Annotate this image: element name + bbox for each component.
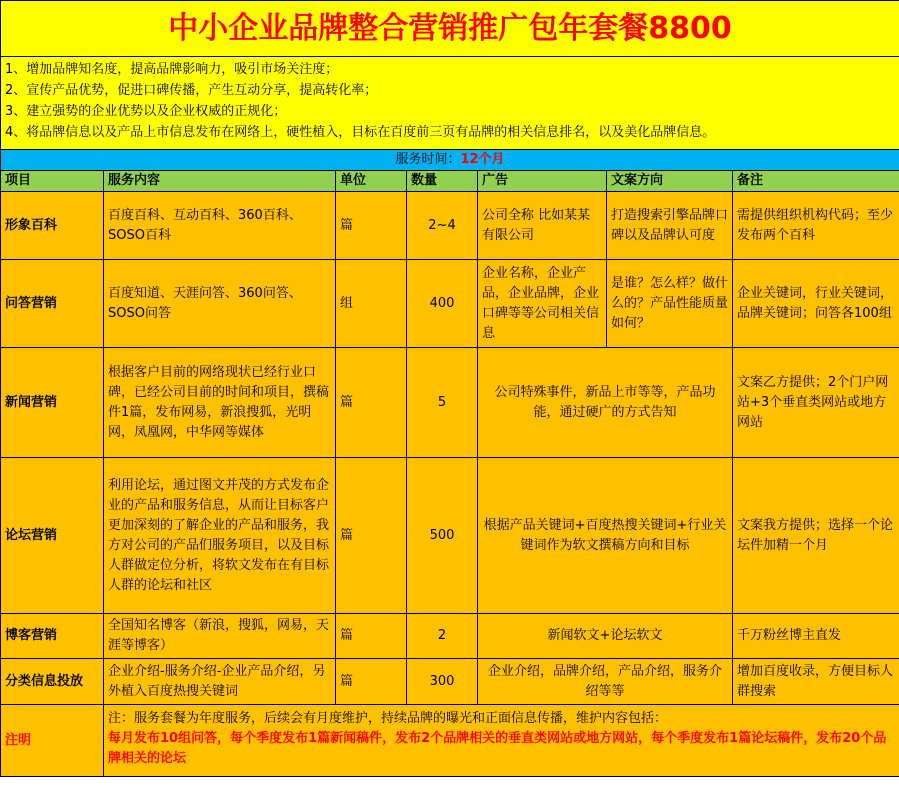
row-ad-copy: 新闻软文+论坛软文 [478, 614, 733, 659]
footer-line-highlight: 每月发布10组问答，每个季度发布1篇新闻稿件，发布2个品牌相关的垂直类网站或地方网站，每个季度发布1篇论坛稿件，发布20个品牌相关的论坛 [108, 731, 887, 766]
row-unit: 篇 [336, 614, 407, 659]
table-row [1, 659, 899, 705]
row-content: 百度百科、互动百科、360百科、SOSO百科 [104, 192, 336, 260]
table-row [1, 192, 899, 260]
footer-line: 注：服务套餐为年度服务，后续会有月度维护，持续品牌的曝光和正面信息传播，维护内容包括： [108, 711, 668, 726]
table-row [1, 260, 899, 348]
row-unit: 篇 [336, 458, 407, 614]
header-note: 备注 [733, 171, 899, 192]
row-qty: 500 [407, 458, 478, 614]
row-ad-copy: 公司特殊事件，新品上市等等，产品功能，通过硬广的方式告知 [478, 348, 733, 458]
row-item: 问答营销 [1, 260, 104, 348]
header-copy: 文案方向 [607, 171, 733, 192]
row-note: 企业关键词，行业关键词，品牌关键词；问答各100组 [733, 260, 899, 348]
header-ad: 广告 [478, 171, 607, 192]
row-content: 根据客户目前的网络现状已经行业口碑，已经公司目前的时间和项目，撰稿件1篇，发布网易，新浪搜狐，光明网，凤凰网，中华网等媒体 [104, 348, 336, 458]
intro-block [1, 57, 899, 150]
row-unit: 篇 [336, 348, 407, 458]
row-note: 增加百度收录，方便目标人群搜索 [733, 659, 899, 705]
row-unit: 组 [336, 260, 407, 348]
row-note: 文案乙方提供；2个门户网站+3个垂直类网站或地方网站 [733, 348, 899, 458]
intro-line: 4、将品牌信息以及产品上市信息发布在网络上，硬性植入，目标在百度前三页有品牌的相关信息排名，以及美化品牌信息。 [5, 125, 716, 140]
row-ad-copy: 企业介绍，品牌介绍，产品介绍，服务介绍等等 [478, 659, 733, 705]
service-period-label: 服务时间： [395, 152, 461, 167]
intro-line: 2、宣传产品优势，促进口碑传播，产生互动分享，提高转化率； [5, 83, 378, 98]
page-title: 中小企业品牌整合营销推广包年套餐8800 [1, 1, 899, 57]
header-unit: 单位 [336, 171, 407, 192]
footer-note [104, 705, 899, 777]
row-qty: 5 [407, 348, 478, 458]
table-row [1, 458, 899, 614]
row-qty: 400 [407, 260, 478, 348]
table-row [1, 348, 899, 458]
row-unit: 篇 [336, 659, 407, 705]
header-qty: 数量 [407, 171, 478, 192]
table-header-row [1, 171, 899, 192]
row-content: 企业介绍-服务介绍-企业产品介绍，另外植入百度热搜关键词 [104, 659, 336, 705]
row-note: 文案我方提供；选择一个论坛件加精一个月 [733, 458, 899, 614]
row-content: 全国知名博客（新浪，搜狐，网易，天涯等博客） [104, 614, 336, 659]
footer-row [1, 705, 899, 777]
footer-label: 注明 [1, 705, 104, 777]
intro-line: 1、增加品牌知名度，提高品牌影响力，吸引市场关注度； [5, 62, 339, 77]
row-qty: 2 [407, 614, 478, 659]
row-note: 需提供组织机构代码；至少发布两个百科 [733, 192, 899, 260]
row-qty: 2~4 [407, 192, 478, 260]
row-item: 论坛营销 [1, 458, 104, 614]
row-ad: 企业名称，企业产品，企业品牌，企业口碑等等公司相关信息 [478, 260, 607, 348]
intro-line: 3、建立强势的企业优势以及企业权威的正规化； [5, 104, 287, 119]
row-item: 形象百科 [1, 192, 104, 260]
service-period [1, 150, 899, 171]
table-row [1, 614, 899, 659]
row-ad-copy: 根据产品关键词+百度热搜关键词+行业关键词作为软文撰稿方向和目标 [478, 458, 733, 614]
row-content: 利用论坛，通过图文并茂的方式发布企业的产品和服务信息，从而让目标客户更加深刻的了解企业的产品和服务，我方对公司的产品们服务项目，以及目标人群做定位分析，将软文发布在有目标人群的论坛和社区 [104, 458, 336, 614]
header-item: 项目 [1, 171, 104, 192]
header-content: 服务内容 [104, 171, 336, 192]
row-item: 博客营销 [1, 614, 104, 659]
row-copy: 打造搜索引擎品牌口碑以及品牌认可度 [607, 192, 733, 260]
row-qty: 300 [407, 659, 478, 705]
row-note: 千万粉丝博主直发 [733, 614, 899, 659]
service-period-value: 12个月 [460, 152, 505, 167]
row-item: 新闻营销 [1, 348, 104, 458]
row-item: 分类信息投放 [1, 659, 104, 705]
row-copy: 是谁？怎么样？做什么的？产品性能质量如何？ [607, 260, 733, 348]
row-unit: 篇 [336, 192, 407, 260]
row-ad: 公司全称 比如某某有限公司 [478, 192, 607, 260]
row-content: 百度知道、天涯问答、360问答、SOSO问答 [104, 260, 336, 348]
